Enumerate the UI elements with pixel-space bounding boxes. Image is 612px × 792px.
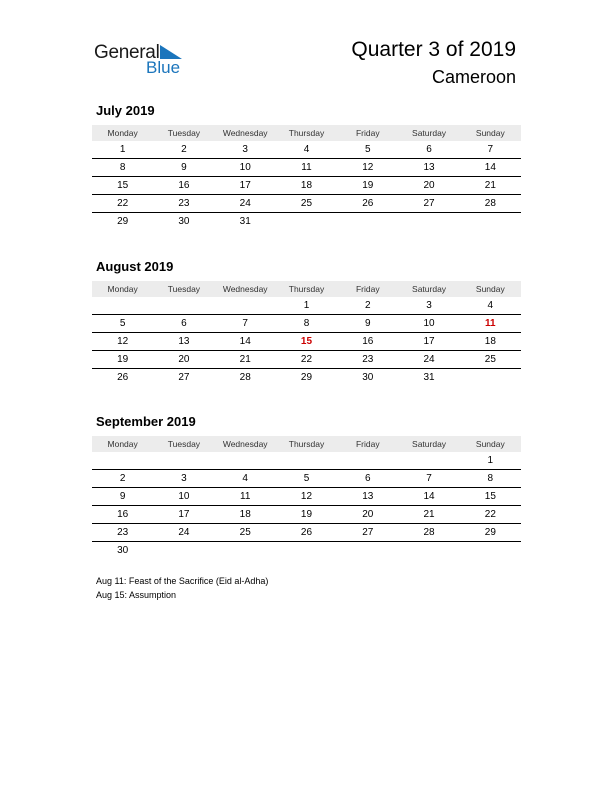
day-cell: 6 (181, 318, 187, 329)
country-name: Cameroon (431, 67, 516, 87)
day-cell: 22 (300, 354, 313, 365)
day-cell: 14 (484, 162, 496, 173)
day-cell: 20 (362, 509, 374, 520)
weekday-label: Saturday (412, 128, 447, 138)
day-cell: 29 (117, 216, 129, 227)
day-cell: 17 (423, 336, 435, 347)
day-cell: 23 (117, 527, 129, 538)
day-cell: 11 (301, 162, 312, 173)
weekday-header (92, 436, 521, 452)
week-row (92, 159, 521, 177)
week-row (92, 524, 521, 542)
weekday-label: Sunday (475, 284, 505, 294)
week-row (92, 470, 521, 488)
day-cell: 21 (423, 509, 435, 520)
day-cell: 23 (178, 198, 190, 209)
week-row (92, 542, 521, 559)
day-cell: 26 (362, 198, 374, 209)
day-cell: 30 (178, 216, 190, 227)
day-cell: 18 (300, 180, 313, 191)
weekday-label: Thursday (288, 128, 325, 138)
day-cell: 10 (423, 318, 435, 329)
logo (94, 40, 194, 80)
day-cell: 6 (364, 473, 371, 484)
day-cell: 16 (362, 336, 374, 347)
day-cell: 30 (362, 372, 374, 383)
day-cell: 26 (117, 372, 129, 383)
week-row (92, 333, 521, 351)
weekday-label: Saturday (412, 284, 447, 294)
month-title: August 2019 (96, 259, 174, 274)
weekday-label: Wednesday (222, 128, 268, 138)
day-cell: 24 (239, 198, 251, 209)
day-cell: 9 (181, 162, 187, 173)
day-cell: 6 (426, 144, 432, 155)
day-cell: 24 (423, 354, 435, 365)
weekday-label: Thursday (288, 284, 325, 294)
day-cell: 31 (423, 372, 435, 383)
day-cell: 28 (423, 527, 435, 538)
day-cell: 14 (423, 491, 435, 502)
day-cell: 15 (117, 180, 129, 191)
week-row (92, 351, 521, 369)
weekday-label: Friday (355, 439, 380, 449)
day-cell: 25 (239, 527, 251, 538)
month-september (92, 414, 521, 559)
week-row (92, 297, 521, 315)
day-cell: 12 (362, 162, 374, 173)
day-cell: 8 (119, 162, 126, 173)
day-cell: 28 (484, 198, 496, 209)
weekday-label: Thursday (288, 439, 325, 449)
logo-blue-text: Blue (146, 58, 181, 77)
weekday-label: Monday (107, 284, 138, 294)
page-title: Quarter 3 of 2019 (351, 38, 516, 61)
week-row (92, 369, 521, 386)
day-cell: 2 (364, 300, 371, 311)
day-cell: 2 (119, 473, 126, 484)
week-row (92, 213, 521, 230)
day-cell: 4 (487, 300, 494, 311)
day-cell: 2 (181, 144, 187, 155)
weekday-label: Friday (355, 128, 380, 138)
day-cell: 16 (117, 509, 129, 520)
day-cell: 30 (117, 545, 129, 556)
day-cell: 11 (485, 318, 496, 329)
month-july (92, 103, 521, 230)
day-grid (92, 452, 521, 559)
day-cell: 10 (178, 491, 190, 502)
day-cell: 20 (178, 354, 190, 365)
day-cell: 7 (487, 144, 494, 155)
day-cell: 1 (119, 144, 126, 155)
day-cell: 19 (117, 354, 129, 365)
day-cell: 26 (300, 527, 313, 538)
holiday-note: Aug 15: Assumption (96, 590, 177, 600)
day-grid (92, 141, 521, 230)
day-cell: 4 (303, 144, 310, 155)
day-cell: 25 (300, 198, 313, 209)
day-cell: 27 (423, 198, 435, 209)
day-cell: 13 (178, 336, 190, 347)
day-cell: 5 (119, 318, 126, 329)
day-cell: 1 (487, 455, 494, 466)
weekday-header (92, 281, 521, 297)
month-august (92, 259, 521, 386)
day-cell: 21 (484, 180, 496, 191)
weekday-label: Monday (107, 128, 138, 138)
logo-triangle-icon (160, 45, 182, 59)
day-cell: 28 (239, 372, 251, 383)
day-cell: 22 (484, 509, 496, 520)
day-cell: 18 (239, 509, 251, 520)
day-cell: 20 (423, 180, 435, 191)
week-row (92, 195, 521, 213)
weekday-label: Sunday (475, 439, 505, 449)
week-row (92, 452, 521, 470)
day-cell: 18 (484, 336, 496, 347)
day-cell: 9 (364, 318, 371, 329)
day-cell: 5 (364, 144, 371, 155)
day-cell: 24 (178, 527, 190, 538)
day-cell: 15 (300, 336, 313, 347)
weekday-header (92, 125, 521, 141)
day-cell: 9 (119, 491, 126, 502)
day-cell: 29 (300, 372, 313, 383)
week-row (92, 488, 521, 506)
weekday-label: Saturday (412, 439, 447, 449)
weekday-label: Wednesday (222, 284, 268, 294)
day-cell: 31 (239, 216, 251, 227)
day-cell: 27 (178, 372, 190, 383)
day-cell: 25 (484, 354, 496, 365)
weekday-label: Tuesday (167, 284, 201, 294)
day-cell: 17 (178, 509, 190, 520)
day-cell: 1 (303, 300, 310, 311)
day-cell: 29 (484, 527, 496, 538)
day-cell: 8 (303, 318, 310, 329)
day-cell: 11 (240, 491, 251, 502)
day-cell: 14 (239, 336, 251, 347)
holiday-notes (96, 574, 268, 602)
month-title: July 2019 (96, 103, 155, 118)
day-cell: 12 (300, 491, 313, 502)
day-cell: 13 (362, 491, 374, 502)
weekday-label: Tuesday (167, 439, 201, 449)
day-cell: 7 (426, 473, 432, 484)
day-cell: 15 (484, 491, 496, 502)
day-cell: 16 (178, 180, 190, 191)
day-cell: 7 (242, 318, 248, 329)
week-row (92, 506, 521, 524)
day-cell: 22 (117, 198, 129, 209)
week-row (92, 177, 521, 195)
day-cell: 17 (239, 180, 251, 191)
day-cell: 4 (242, 473, 248, 484)
day-cell: 21 (239, 354, 251, 365)
day-cell: 27 (362, 527, 374, 538)
day-cell: 8 (487, 473, 494, 484)
day-cell: 12 (117, 336, 129, 347)
day-cell: 10 (239, 162, 251, 173)
month-title: September 2019 (96, 414, 196, 429)
week-row (92, 315, 521, 333)
day-cell: 19 (300, 509, 313, 520)
weekday-label: Friday (355, 284, 380, 294)
logo-general-text: General (94, 42, 160, 63)
weekday-label: Tuesday (167, 128, 201, 138)
weekday-label: Monday (107, 439, 138, 449)
day-cell: 3 (242, 144, 248, 155)
day-cell: 23 (362, 354, 374, 365)
day-cell: 19 (362, 180, 374, 191)
weekday-label: Sunday (475, 128, 505, 138)
day-grid (92, 297, 521, 386)
day-cell: 3 (181, 473, 187, 484)
week-row (92, 141, 521, 159)
day-cell: 5 (303, 473, 310, 484)
day-cell: 3 (426, 300, 432, 311)
day-cell: 13 (423, 162, 435, 173)
weekday-label: Wednesday (222, 439, 268, 449)
holiday-note: Aug 11: Feast of the Sacrifice (Eid al-Adha) (96, 576, 269, 586)
